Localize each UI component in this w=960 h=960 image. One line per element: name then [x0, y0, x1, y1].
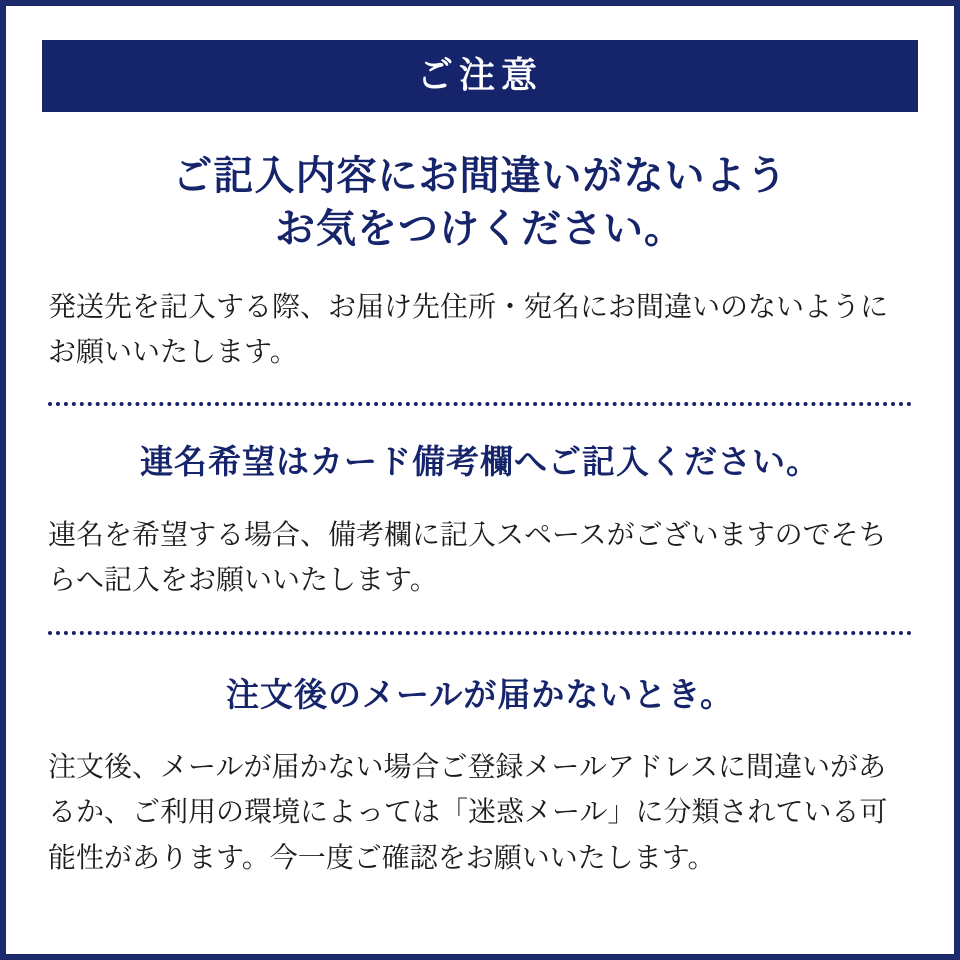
notice-content — [6, 112, 954, 954]
section-1-body: 発送先を記入する際、お届け先住所・宛名にお間違いのないようにお願いいたします。 — [48, 290, 889, 367]
notice-section-mail-not-received — [48, 645, 912, 881]
section-divider-2 — [48, 631, 912, 635]
section-2-body: 連名を希望する場合、備考欄に記入スペースがございますのでそちらへ記入をお願いいたします。 — [48, 518, 887, 596]
section-1-heading-line-1: ご記入内容にお間違いがないよう — [172, 154, 788, 198]
section-3-body: 注文後、メールが届かない場合ご登録メールアドレスに間違いがあるか、ご利用の環境によっては「迷惑メール」に分類されている可能性があります。今一度ご確認をお願いいたします。 — [48, 751, 888, 873]
section-3-heading: 注文後のメールが届かないとき。 — [225, 675, 735, 713]
notice-section-joint-name — [48, 416, 912, 602]
section-1-heading — [48, 150, 912, 256]
section-2-heading: 連名希望はカード備考欄へご記入ください。 — [140, 443, 820, 481]
section-divider-1 — [48, 402, 912, 406]
notice-banner-title: ご注意 — [42, 40, 918, 112]
section-1-heading-line-2: お気をつけください。 — [275, 206, 685, 251]
notice-section-entry-check — [48, 112, 912, 374]
